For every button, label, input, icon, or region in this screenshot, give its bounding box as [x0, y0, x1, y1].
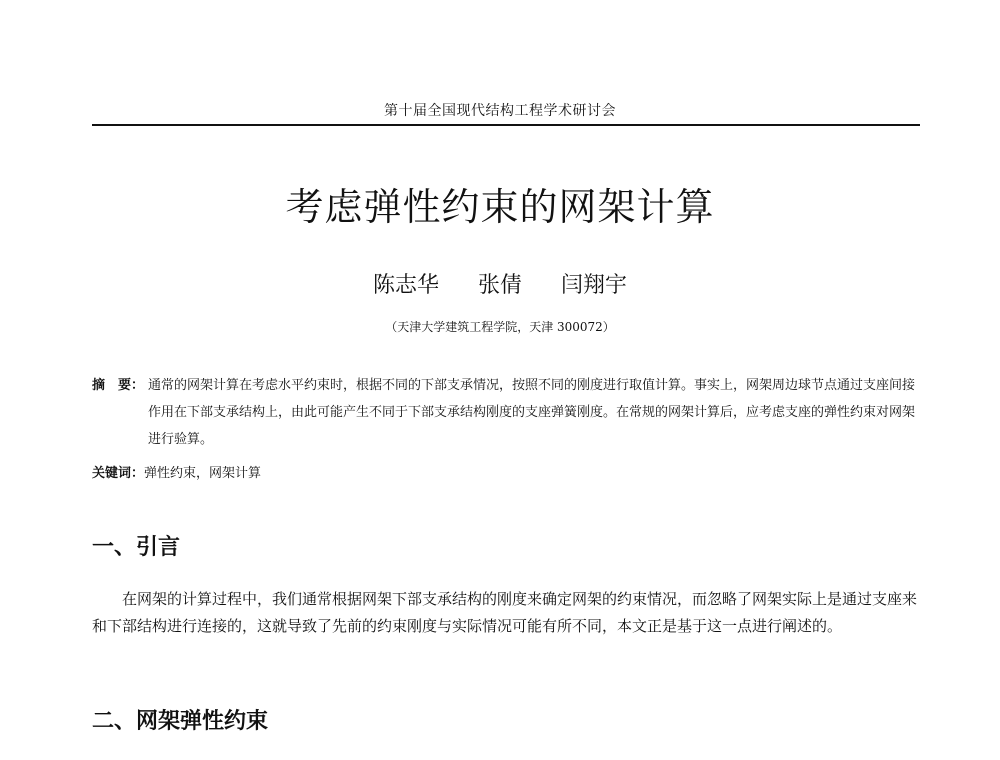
- author-list: [0, 268, 1000, 299]
- conference-header: 第十届全国现代结构工程学术研讨会: [384, 103, 616, 119]
- abstract-block: [92, 372, 920, 453]
- keywords-label: 关键词：: [92, 466, 145, 481]
- author-name: 闫翔宇: [561, 273, 628, 298]
- keywords-line: [92, 462, 261, 481]
- author-name: 张倩: [477, 273, 522, 298]
- section-heading: 二、网架弹性约束: [92, 709, 269, 734]
- paper-title: 考虑弹性约束的网架计算: [285, 185, 715, 229]
- abstract-label: 摘 要：: [92, 378, 145, 393]
- section-paragraph: 在网架的计算过程中，我们通常根据网架下部支承结构的刚度来确定网架的约束情况，而忽略了网架实际上是通过支座来和下部结构进行连接的，这就导致了先前的约束刚度与实际情况可能有所不同，本文正是基于这一点进行阐述的。: [92, 590, 918, 635]
- section-heading: 一、引言: [92, 535, 181, 560]
- keywords-text: 弹性约束，网架计算: [144, 466, 262, 481]
- header-rule: [92, 124, 920, 126]
- author-name: 陈志华: [372, 273, 439, 298]
- abstract-text: 通常的网架计算在考虑水平约束时，根据不同的下部支承情况，按照不同的刚度进行取值计算。事实上，网架周边球节点通过支座间接作用在下部支承结构上，由此可能产生不同于下部支承结构刚度的支座弹簧刚度。在常规的网架计算后，应考虑支座的弹性约束对网架进行验算。: [148, 378, 916, 447]
- affiliation: （天津大学建筑工程学院，天津 300072）: [385, 320, 615, 334]
